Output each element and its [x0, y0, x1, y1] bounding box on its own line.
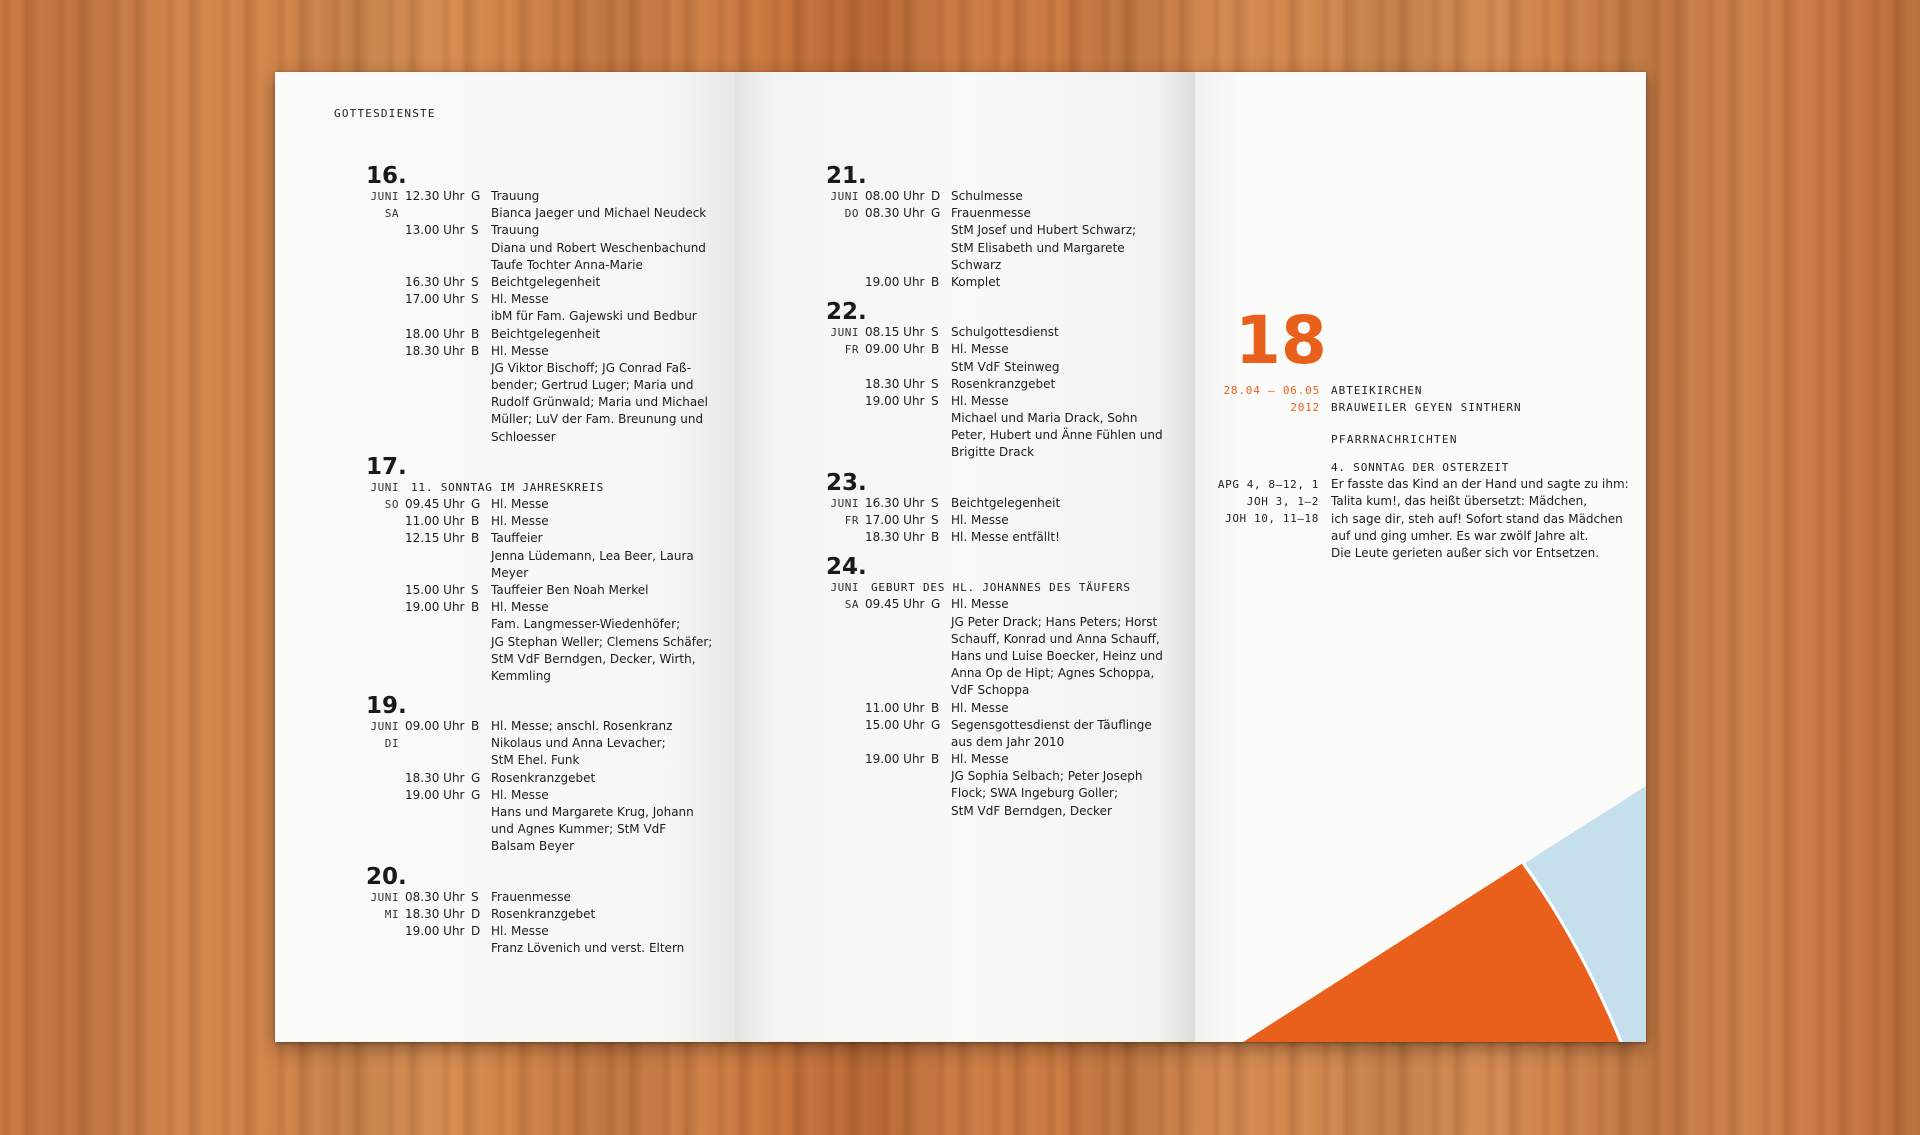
event-text: Tauffeier: [491, 531, 543, 546]
event-place: B: [931, 530, 940, 544]
publication-title: PFARRNACHRICHTEN: [1331, 433, 1458, 446]
day-block: [275, 455, 735, 685]
event-text: Kemmling: [491, 668, 551, 683]
event-text: Beichtgelegenheit: [951, 495, 1061, 510]
event-time: 18.30 Uhr: [865, 376, 925, 391]
event-text: bender; Gertrud Luger; Maria und: [491, 378, 694, 393]
event-time: 11.00 Uhr: [865, 700, 925, 715]
schedule-row: [275, 906, 735, 923]
event-time: 15.00 Uhr: [865, 717, 925, 732]
year: 2012: [1290, 401, 1320, 414]
event-place: B: [931, 752, 940, 767]
day-number: 24.: [826, 554, 867, 581]
month-label: JUNI: [370, 480, 399, 494]
event-text: Hl. Messe: [491, 923, 549, 938]
event-text: Taufe Tochter Anna-Marie: [491, 257, 643, 272]
event-text: und Agnes Kummer; StM VdF: [491, 822, 667, 837]
event-text: StM VdF Steinweg: [951, 359, 1060, 374]
schedule-row: [275, 257, 735, 274]
event-place: S: [471, 274, 479, 289]
schedule-row: [275, 787, 735, 804]
event-place: G: [471, 787, 481, 802]
schedule-row: [735, 222, 1195, 239]
schedule-row: [735, 359, 1195, 376]
schedule-row: [275, 804, 735, 821]
event-place: B: [471, 600, 480, 615]
event-text: Rudolf Grünwald; Maria und Michael: [491, 395, 708, 410]
event-text: Frauenmesse: [491, 889, 571, 904]
event-text: VdF Schoppa: [951, 683, 1030, 698]
event-text: Bianca Jaeger und Michael Neudeck: [491, 206, 707, 221]
event-text: Hl. Messe: [491, 343, 549, 358]
reading-line: auf und ging umher. Es war zwölf Jahre alt.: [1331, 528, 1589, 543]
event-text: Diana und Robert Weschenbachund: [491, 240, 706, 255]
event-text: Schulgottesdienst: [951, 325, 1059, 340]
event-text: Frauenmesse: [951, 206, 1031, 221]
day-number: 20.: [366, 863, 407, 890]
event-place: S: [471, 582, 479, 597]
day-block: [275, 164, 735, 446]
reading-line: Er fasste das Kind an der Hand und sagte zu ihm:: [1331, 477, 1629, 492]
event-text: ibM für Fam. Gajewski und Bedbur: [491, 309, 697, 324]
day-block: [735, 300, 1195, 462]
event-text: Hl. Messe: [491, 292, 549, 307]
event-text: Hl. Messe: [491, 600, 549, 615]
schedule-row: [275, 821, 735, 838]
event-place: B: [471, 514, 480, 529]
day-block: [735, 164, 1195, 291]
event-text: Trauung: [491, 223, 540, 238]
schedule-row: [735, 682, 1195, 699]
schedule-row: [275, 394, 735, 411]
day-number: 21.: [826, 163, 867, 189]
reading-line: Die Leute gerieten außer sich vor Entsetzen.: [1331, 546, 1600, 561]
event-text: Segensgottesdienst der Täuflinge: [951, 717, 1152, 732]
day-number: 17.: [366, 453, 407, 480]
event-text: Müller; LuV der Fam. Breunung und: [491, 412, 704, 427]
event-time: 12.30 Uhr: [405, 189, 465, 203]
event-place: S: [471, 223, 479, 238]
month-label: JUNI: [830, 496, 859, 510]
event-text: StM VdF Berndgen, Decker, Wirth,: [491, 651, 696, 666]
event-text: Schulmesse: [951, 189, 1023, 203]
schedule-row: [275, 274, 735, 291]
schedule-row: [275, 548, 735, 565]
scripture-ref: JOH 10, 11–18: [1225, 512, 1319, 526]
panel-middle: [735, 72, 1195, 1042]
event-text: Hl. Messe: [491, 497, 549, 511]
schedule-row: [275, 838, 735, 855]
schedule-row: [735, 768, 1195, 785]
schedule-row: [735, 324, 1195, 341]
schedule-row: [735, 240, 1195, 257]
event-place: B: [471, 531, 480, 546]
schedule-row: [275, 188, 735, 205]
event-place: G: [471, 497, 481, 511]
weekday-label: FR: [844, 343, 859, 357]
event-text: StM Josef und Hubert Schwarz;: [951, 223, 1137, 238]
event-text: Hl. Messe; anschl. Rosenkranz: [491, 719, 673, 734]
panel-left: [275, 72, 735, 1042]
event-place: B: [931, 700, 940, 715]
event-text: Fam. Langmesser-Wiedenhöfer;: [491, 617, 681, 632]
schedule-row: [275, 222, 735, 239]
scripture-ref: JOH 3, 1–2: [1246, 495, 1319, 509]
event-text: Hl. Messe: [951, 393, 1009, 408]
event-time: 16.30 Uhr: [405, 274, 465, 289]
schedule-row: [275, 599, 735, 616]
event-time: 08.30 Uhr: [865, 206, 925, 221]
event-place: G: [471, 770, 481, 785]
event-text: Hl. Messe: [951, 342, 1009, 357]
event-text: Brigitte Drack: [951, 445, 1035, 460]
brochure: [275, 72, 1646, 1042]
schedule-row: [275, 343, 735, 360]
event-text: Schauff, Konrad und Anna Schauff,: [951, 631, 1160, 646]
schedule-row: [275, 582, 735, 599]
schedule-row: [275, 326, 735, 343]
schedule-row: [735, 495, 1195, 512]
schedule-row: [735, 427, 1195, 444]
schedule-row: [275, 616, 735, 633]
schedule-row: [275, 513, 735, 530]
event-text: aus dem Jahr 2010: [951, 734, 1065, 749]
event-text: Hl. Messe: [491, 787, 549, 802]
schedule-row: [735, 648, 1195, 665]
schedule-row: [275, 770, 735, 787]
event-time: 16.30 Uhr: [865, 495, 925, 510]
schedule-row: [275, 923, 735, 940]
event-place: D: [471, 923, 481, 938]
schedule-row: [275, 752, 735, 769]
schedule-row: [735, 700, 1195, 717]
schedule-row: [275, 360, 735, 377]
schedule-row: [735, 785, 1195, 802]
schedule-column-left: [275, 164, 735, 966]
event-time: 08.00 Uhr: [865, 189, 925, 203]
weekday-label: FR: [844, 513, 859, 527]
event-text: Hl. Messe: [951, 512, 1009, 527]
schedule-row: [735, 274, 1195, 291]
event-time: 19.00 Uhr: [865, 393, 925, 408]
schedule-row: [735, 529, 1195, 546]
day-number: 16.: [366, 163, 407, 189]
event-time: 19.00 Uhr: [865, 752, 925, 767]
event-text: Hl. Messe: [951, 700, 1009, 715]
schedule-row: [275, 429, 735, 446]
day-number: 23.: [826, 469, 867, 496]
schedule-row: [735, 257, 1195, 274]
event-time: 09.45 Uhr: [405, 497, 465, 511]
schedule-row: [735, 188, 1195, 205]
schedule-column-middle: [735, 164, 1195, 829]
event-text: StM VdF Berndgen, Decker: [951, 803, 1112, 818]
event-time: 18.30 Uhr: [405, 906, 465, 921]
event-text: Hl. Messe: [491, 514, 549, 529]
event-text: Anna Op de Hipt; Agnes Schoppa,: [951, 666, 1155, 681]
event-place: S: [471, 292, 479, 307]
weekday-label: SA: [384, 207, 399, 221]
issue-number: 18: [1235, 302, 1327, 379]
weekday-label: MI: [384, 907, 399, 921]
month-label: JUNI: [830, 190, 859, 203]
event-place: B: [471, 719, 480, 734]
event-place: B: [931, 274, 940, 289]
schedule-row: [275, 940, 735, 957]
event-text: Jenna Lüdemann, Lea Beer, Laura: [491, 548, 694, 563]
month-label: JUNI: [370, 720, 399, 734]
event-place: S: [471, 889, 479, 904]
schedule-row: [735, 205, 1195, 222]
schedule-row: [275, 651, 735, 668]
event-text: Hans und Luise Boecker, Heinz und: [951, 648, 1163, 663]
event-place: G: [931, 717, 941, 732]
event-place: S: [931, 325, 939, 340]
schedule-row: [735, 596, 1195, 613]
event-text: Trauung: [491, 189, 540, 203]
event-text: Hans und Margarete Krug, Johann: [491, 805, 694, 819]
reading-line: ich sage dir, steh auf! Sofort stand das Mädchen: [1331, 511, 1623, 526]
day-number: 22.: [826, 299, 867, 326]
event-text: Rosenkranzgebet: [491, 770, 596, 785]
event-text: JG Stephan Weller; Clemens Schäfer;: [491, 634, 713, 649]
event-place: S: [931, 376, 939, 391]
event-time: 09.45 Uhr: [865, 597, 925, 612]
day-block: [275, 694, 735, 856]
schedule-row: [275, 634, 735, 651]
event-text: Balsam Beyer: [491, 839, 575, 854]
event-place: G: [931, 597, 941, 612]
event-text: Franz Lövenich und verst. Eltern: [491, 941, 685, 956]
event-time: 18.30 Uhr: [405, 770, 465, 785]
event-text: Beichtgelegenheit: [491, 326, 601, 341]
weekday-label: DO: [844, 207, 859, 221]
event-time: 19.00 Uhr: [865, 274, 925, 289]
event-text: Rosenkranzgebet: [491, 906, 596, 921]
event-time: 13.00 Uhr: [405, 223, 465, 238]
corner-graphic: [1195, 72, 1646, 1042]
event-place: G: [931, 206, 941, 221]
section-label: GOTTESDIENSTE: [334, 107, 436, 120]
event-time: 08.15 Uhr: [865, 325, 925, 340]
schedule-row: [275, 718, 735, 735]
date-range: 28.04 – 06.05: [1223, 384, 1320, 397]
schedule-row: [735, 803, 1195, 820]
schedule-row: [275, 291, 735, 308]
event-time: 19.00 Uhr: [405, 600, 465, 615]
schedule-row: [275, 411, 735, 428]
event-text: Peter, Hubert und Änne Fühlen und: [951, 428, 1163, 443]
month-label: JUNI: [370, 190, 399, 203]
event-text: Tauffeier Ben Noah Merkel: [491, 582, 649, 597]
day-block: [275, 865, 735, 958]
event-text: StM Ehel. Funk: [491, 753, 580, 768]
schedule-row: [275, 479, 735, 496]
schedule-row: [735, 376, 1195, 393]
schedule-row: [735, 751, 1195, 768]
event-time: 18.00 Uhr: [405, 326, 465, 341]
schedule-row: [735, 665, 1195, 682]
event-text: Hl. Messe: [951, 752, 1009, 767]
schedule-row: [275, 668, 735, 685]
event-text: Michael und Maria Drack, Sohn: [951, 411, 1138, 426]
event-text: Schloesser: [491, 429, 556, 444]
event-place: B: [931, 342, 940, 357]
schedule-row: [275, 205, 735, 222]
reading-line: Talita kum!, das heißt übersetzt: Mädchen,: [1331, 494, 1588, 509]
schedule-row: [735, 410, 1195, 427]
weekday-label: SO: [384, 498, 399, 511]
schedule-row: [735, 614, 1195, 631]
event-time: 12.15 Uhr: [405, 531, 465, 546]
schedule-row: [735, 631, 1195, 648]
schedule-row: [735, 734, 1195, 751]
schedule-row: [275, 240, 735, 257]
month-label: JUNI: [830, 326, 859, 340]
org-line-1: ABTEIKIRCHEN: [1331, 384, 1423, 397]
schedule-row: [735, 579, 1195, 596]
event-text: Flock; SWA Ingeburg Goller;: [951, 786, 1119, 801]
event-place: S: [931, 495, 939, 510]
event-place: S: [931, 393, 939, 408]
weekday-label: DI: [384, 737, 399, 751]
event-time: 09.00 Uhr: [865, 342, 925, 357]
org-line-2: BRAUWEILER GEYEN SINTHERN: [1331, 401, 1522, 414]
event-time: 19.00 Uhr: [405, 787, 465, 802]
schedule-row: [735, 393, 1195, 410]
schedule-row: [275, 735, 735, 752]
event-time: 15.00 Uhr: [405, 582, 465, 597]
month-label: JUNI: [370, 890, 399, 904]
event-text: Hl. Messe entfällt!: [951, 530, 1060, 544]
schedule-row: [275, 565, 735, 582]
schedule-row: [735, 512, 1195, 529]
event-time: 17.00 Uhr: [405, 292, 465, 307]
schedule-row: [275, 308, 735, 325]
schedule-row: [735, 341, 1195, 358]
event-text: JG Sophia Selbach; Peter Joseph: [951, 769, 1143, 784]
event-text: Rosenkranzgebet: [951, 376, 1056, 391]
reading-title: 4. SONNTAG DER OSTERZEIT: [1331, 461, 1510, 474]
event-text: StM Elisabeth und Margarete: [951, 240, 1125, 255]
event-time: 17.00 Uhr: [865, 512, 925, 527]
event-text: JG Viktor Bischoff; JG Conrad Faß-: [491, 360, 692, 375]
scripture-ref: APG 4, 8–12, 1: [1217, 478, 1319, 491]
schedule-row: [735, 717, 1195, 734]
day-number: 19.: [366, 693, 407, 720]
event-text: Hl. Messe: [951, 597, 1009, 612]
schedule-row: [275, 530, 735, 547]
day-heading: GEBURT DES HL. JOHANNES DES TÄUFERS: [871, 581, 1131, 595]
event-text: Nikolaus und Anna Levacher;: [491, 736, 666, 751]
event-time: 08.30 Uhr: [405, 889, 465, 904]
event-time: 18.30 Uhr: [865, 530, 925, 544]
event-time: 18.30 Uhr: [405, 343, 465, 358]
event-text: Meyer: [491, 565, 529, 580]
event-text: Schwarz: [951, 257, 1002, 272]
day-block: [735, 471, 1195, 547]
event-text: Beichtgelegenheit: [491, 274, 601, 289]
event-place: G: [471, 189, 481, 203]
event-place: B: [471, 343, 480, 358]
event-place: S: [931, 512, 939, 527]
panel-cover: [1195, 72, 1646, 1042]
schedule-row: [735, 444, 1195, 461]
event-text: Komplet: [951, 274, 1001, 289]
event-text: JG Peter Drack; Hans Peters; Horst: [951, 614, 1158, 629]
event-place: D: [931, 189, 941, 203]
schedule-row: [275, 377, 735, 394]
month-label: JUNI: [830, 581, 859, 595]
event-place: B: [471, 326, 480, 341]
event-time: 09.00 Uhr: [405, 719, 465, 734]
event-place: D: [471, 906, 481, 921]
weekday-label: SA: [844, 598, 859, 612]
day-block: [735, 555, 1195, 820]
event-time: 11.00 Uhr: [405, 514, 465, 529]
schedule-row: [275, 889, 735, 906]
event-time: 19.00 Uhr: [405, 923, 465, 938]
schedule-row: [275, 496, 735, 513]
day-heading: 11. SONNTAG IM JAHRESKREIS: [411, 480, 604, 494]
